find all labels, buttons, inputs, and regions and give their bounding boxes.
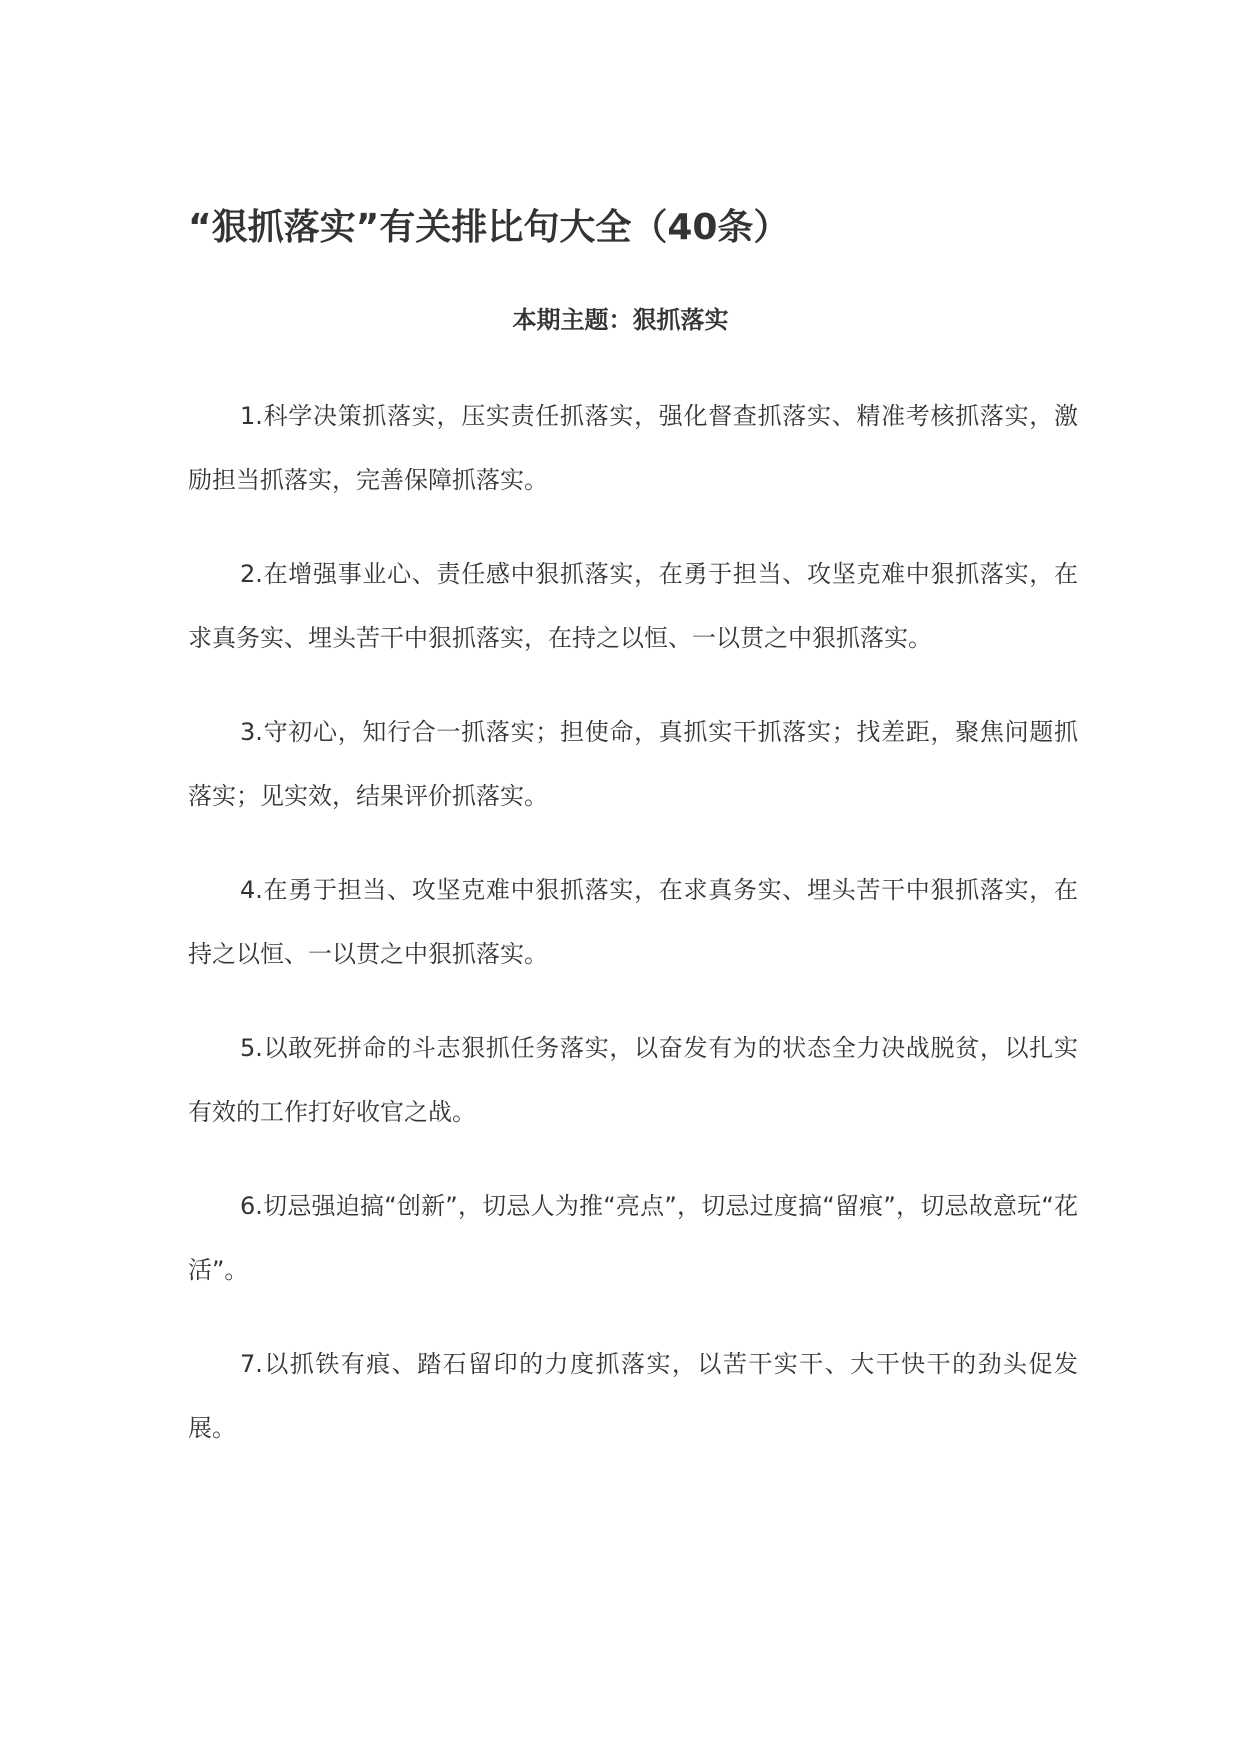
sentence-item-1: 1.科学决策抓落实，压实责任抓落实，强化督查抓落实、精准考核抓落实，激励担当抓落实，完善保障抓落实。 [188, 402, 1078, 494]
sentence-item-3: 3.守初心，知行合一抓落实；担使命，真抓实干抓落实；找差距，聚焦问题抓落实；见实效，结果评价抓落实。 [188, 718, 1078, 810]
sentence-item-6: 6.切忌强迫搞“创新”，切忌人为推“亮点”，切忌过度搞“留痕”，切忌故意玩“花活”。 [188, 1192, 1078, 1284]
sentence-item-5: 5.以敢死拼命的斗志狠抓任务落实，以奋发有为的状态全力决战脱贫，以扎实有效的工作打好收官之战。 [188, 1034, 1078, 1126]
sentence-item-4: 4.在勇于担当、攻坚克难中狠抓落实，在求真务实、埋头苦干中狠抓落实，在持之以恒、一以贯之中狠抓落实。 [188, 876, 1078, 968]
document-subtitle: 本期主题：狠抓落实 [512, 306, 729, 334]
sentence-item-2: 2.在增强事业心、责任感中狠抓落实，在勇于担当、攻坚克难中狠抓落实，在求真务实、埋头苦干中狠抓落实，在持之以恒、一以贯之中狠抓落实。 [188, 560, 1078, 652]
sentence-list [188, 384, 1078, 1490]
document-title: “狠抓落实”有关排比句大全（40条） [188, 207, 790, 248]
sentence-item-7: 7.以抓铁有痕、踏石留印的力度抓落实，以苦干实干、大干快干的劲头促发展。 [188, 1350, 1078, 1442]
